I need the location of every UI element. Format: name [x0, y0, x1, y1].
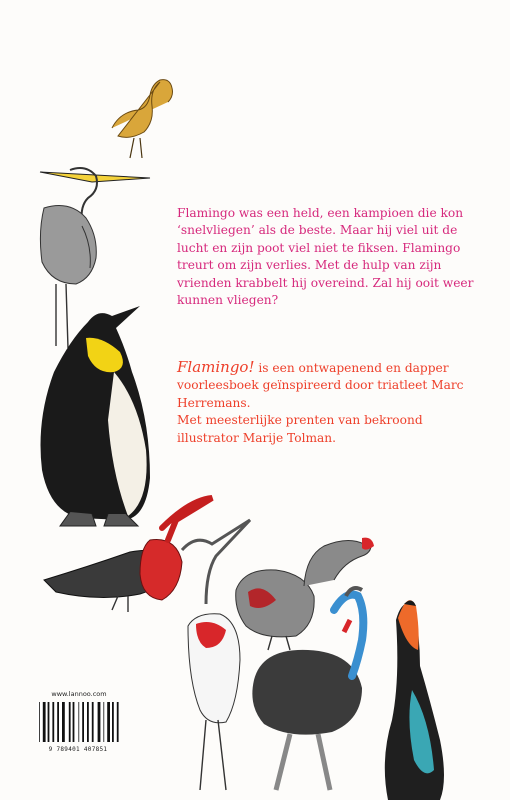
publisher-url: www.lannoo.com [51, 690, 107, 698]
barcode-bar [73, 702, 75, 742]
golden-bird-illustration [112, 80, 173, 158]
barcode [37, 702, 119, 742]
stork-illustration [182, 520, 250, 790]
barcode-bar [78, 702, 79, 742]
barcode-bar [117, 702, 119, 742]
barcode-bar [39, 702, 40, 742]
barcode-digits: 9 789401 407851 [48, 746, 108, 753]
penguin-illustration [41, 306, 151, 526]
toucan-illustration [385, 600, 444, 800]
barcode-bar [69, 702, 71, 742]
barcode-bar [52, 702, 54, 742]
barcode-bar [48, 702, 50, 742]
barcode-bar [103, 702, 104, 742]
barcode-bar [98, 702, 101, 742]
book-title: Flamingo! [177, 358, 255, 376]
barcode-bar [107, 702, 110, 742]
barcode-bar [62, 702, 65, 742]
barcode-bar [87, 702, 89, 742]
description-text: is een ontwapenend en dapper voorleesboek geïnspireerd door triatleet Marc Herremans. [177, 361, 464, 410]
barcode-bar [43, 702, 46, 742]
blurb-paragraph: Flamingo was een held, een kampioen die kon ‘snelvliegen’ als de beste. Maar hij viel uit de lucht en zijn poot viel niet te fiksen. Flamingo treurt om zijn verlies. Met de hulp van zijn vrienden krabbelt hij overeind. Zal hij ooit weer kunnen vliegen? [177, 206, 474, 308]
barcode-bar [92, 702, 94, 742]
barcode-bar [112, 702, 114, 742]
barcode-bar [82, 702, 84, 742]
illustrator-line: Met meesterlijke prenten van bekroond illustrator Marije Tolman. [177, 413, 423, 445]
description-paragraph [177, 359, 477, 447]
barcode-bar [57, 702, 59, 742]
